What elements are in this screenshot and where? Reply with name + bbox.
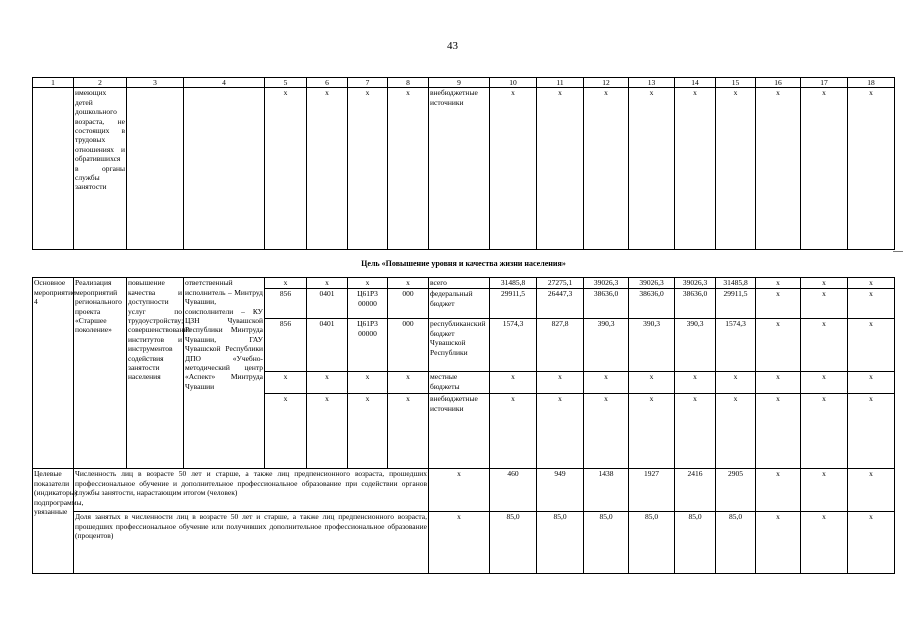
table-cell: x	[388, 372, 429, 394]
value-cell: 26447,3	[537, 289, 584, 319]
header-cell: 12	[584, 78, 629, 88]
table-cell: x	[537, 88, 584, 250]
value-cell: 390,3	[675, 319, 716, 372]
table-cell: x	[265, 88, 307, 250]
value-cell: 31485,8	[490, 278, 537, 289]
value-cell: 1438	[584, 469, 629, 512]
header-cell: 5	[265, 78, 307, 88]
table-cell: 856	[265, 319, 307, 372]
value-cell: x	[716, 372, 756, 394]
value-cell: x	[801, 319, 848, 372]
table-cell: x	[265, 278, 307, 289]
value-cell: x	[801, 278, 848, 289]
header-cell: 14	[675, 78, 716, 88]
table-cell: 0401	[307, 319, 348, 372]
table-cell: x	[348, 278, 388, 289]
value-cell: 27275,1	[537, 278, 584, 289]
value-cell: x	[756, 469, 801, 512]
table-cell	[184, 88, 265, 250]
value-cell: 827,8	[537, 319, 584, 372]
table-cell: x	[429, 512, 490, 574]
value-cell: 85,0	[629, 512, 675, 574]
table-cell: x	[388, 278, 429, 289]
event-purpose-cell: повышение качества и доступности услуг по трудоустройству; совершенствование институтов и инструментов содействия занятости населения	[127, 278, 184, 469]
table-cell: x	[307, 372, 348, 394]
indicator-text-cell: Доля занятых в численности лиц в возрасте 50 лет и старше, а также лиц предпенсионного возраста, прошедших профессиональное обучение или получивших дополнительное профессиональное образование (процентов)	[74, 512, 429, 574]
funding-source-cell: местные бюджеты	[429, 372, 490, 394]
value-cell: x	[629, 372, 675, 394]
header-cell: 7	[348, 78, 388, 88]
header-cell: 3	[127, 78, 184, 88]
funding-source-cell: федеральный бюджет	[429, 289, 490, 319]
value-cell: x	[801, 289, 848, 319]
table-cell: 000	[388, 319, 429, 372]
table-cell: x	[265, 394, 307, 469]
table-cell: 0401	[307, 289, 348, 319]
value-cell: 39026,3	[675, 278, 716, 289]
value-cell: x	[584, 372, 629, 394]
value-cell: x	[537, 394, 584, 469]
header-cell: 2	[74, 78, 127, 88]
table-cell: x	[756, 88, 801, 250]
value-cell: 1574,3	[716, 319, 756, 372]
header-cell: 15	[716, 78, 756, 88]
value-cell: x	[756, 319, 801, 372]
value-cell: x	[629, 394, 675, 469]
value-cell: 85,0	[490, 512, 537, 574]
header-cell: 8	[388, 78, 429, 88]
value-cell: 85,0	[537, 512, 584, 574]
event-name-cell: Реализация мероприятий регионального проекта «Старшее поколение»	[74, 278, 127, 469]
value-cell: x	[848, 372, 895, 394]
value-cell: x	[848, 289, 895, 319]
value-cell: x	[848, 512, 895, 574]
table-cell: x	[388, 88, 429, 250]
event-row-total	[33, 278, 895, 289]
value-cell: x	[801, 469, 848, 512]
value-cell: x	[675, 394, 716, 469]
value-cell: x	[584, 394, 629, 469]
table-cell: x	[388, 394, 429, 469]
header-cell: 4	[184, 78, 265, 88]
table-cell: x	[348, 372, 388, 394]
header-cell: 13	[629, 78, 675, 88]
table-cell	[127, 88, 184, 250]
value-cell: 85,0	[716, 512, 756, 574]
table-cell: x	[848, 88, 895, 250]
value-cell: 31485,8	[716, 278, 756, 289]
value-cell: x	[490, 372, 537, 394]
value-cell: x	[675, 372, 716, 394]
table-cell: x	[675, 88, 716, 250]
table-cell: 856	[265, 289, 307, 319]
event-executors-cell: ответственный исполнитель – Минтруд Чувашии, соисполнители – КУ ЦЗН Чувашской Республики Минтруда Чувашии, ГАУ Чувашской Республики ДПО «Учебно-методический центр «Аспект» Минтруда Чувашии	[184, 278, 265, 469]
value-cell: x	[848, 469, 895, 512]
funding-source-cell: всего	[429, 278, 490, 289]
event-type-cell: Основное мероприятие 4	[33, 278, 74, 469]
target-group-cell: имеющих детей дошкольного возраста, не состоящих в трудовых отношениях и обратившихся в органы службы занятости	[74, 88, 127, 250]
value-cell: x	[848, 319, 895, 372]
indicators-label-cell: Целевые показатели (индикаторы) подпрограммы, увязанные	[33, 469, 74, 574]
value-cell: 85,0	[584, 512, 629, 574]
table-cell: x	[265, 372, 307, 394]
value-cell: 38636,0	[675, 289, 716, 319]
value-cell: x	[756, 512, 801, 574]
table-cell: Ц61Р3 00000	[348, 319, 388, 372]
value-cell: 38636,0	[629, 289, 675, 319]
header-cell: 17	[801, 78, 848, 88]
value-cell: x	[756, 289, 801, 319]
table-cell: x	[348, 394, 388, 469]
value-cell: 460	[490, 469, 537, 512]
funding-source-cell: внебюджетные источники	[429, 88, 490, 250]
header-row	[33, 78, 895, 88]
indicator-row	[33, 469, 895, 512]
table-cell: x	[307, 88, 348, 250]
page-number: 43	[447, 40, 458, 52]
value-cell: 949	[537, 469, 584, 512]
value-cell: 39026,3	[584, 278, 629, 289]
table-cell: x	[629, 88, 675, 250]
table-cell: x	[307, 394, 348, 469]
header-cell: 10	[490, 78, 537, 88]
value-cell: x	[716, 394, 756, 469]
funding-source-cell: внебюджетные источники	[429, 394, 490, 469]
value-cell: 1927	[629, 469, 675, 512]
header-cell: 18	[848, 78, 895, 88]
value-cell: x	[490, 394, 537, 469]
value-cell: x	[801, 512, 848, 574]
budget-table	[32, 77, 895, 574]
continuation-row	[33, 88, 895, 250]
value-cell: x	[537, 372, 584, 394]
value-cell: 39026,3	[629, 278, 675, 289]
header-cell: 16	[756, 78, 801, 88]
value-cell: 390,3	[584, 319, 629, 372]
header-cell: 6	[307, 78, 348, 88]
indicator-row	[33, 512, 895, 574]
value-cell: x	[801, 372, 848, 394]
value-cell: x	[756, 394, 801, 469]
header-cell: 9	[429, 78, 490, 88]
header-cell: 1	[33, 78, 74, 88]
table-cell: x	[307, 278, 348, 289]
value-cell: x	[848, 278, 895, 289]
table-cell: x	[716, 88, 756, 250]
value-cell: 38636,0	[584, 289, 629, 319]
funding-source-cell: республиканский бюджет Чувашской Республики	[429, 319, 490, 372]
goal-heading: Цель «Повышение уровня и качества жизни населения»	[33, 250, 895, 278]
value-cell: 1574,3	[490, 319, 537, 372]
table-cell: x	[490, 88, 537, 250]
table-cell: x	[584, 88, 629, 250]
value-cell: 2905	[716, 469, 756, 512]
indicator-text-cell: Численность лиц в возрасте 50 лет и старше, а также лиц предпенсионного возраста, прошедших профессиональное обучение и дополнительное профессиональное образование при содействии органов службы занятости, нарастающим итогом (человек)	[74, 469, 429, 512]
value-cell: x	[756, 372, 801, 394]
value-cell: 2416	[675, 469, 716, 512]
value-cell: 390,3	[629, 319, 675, 372]
table-cell: 000	[388, 289, 429, 319]
value-cell: 85,0	[675, 512, 716, 574]
value-cell: 29911,5	[716, 289, 756, 319]
header-cell: 11	[537, 78, 584, 88]
table-cell: Ц61Р3 00000	[348, 289, 388, 319]
table-cell: x	[429, 469, 490, 512]
value-cell: x	[801, 394, 848, 469]
table-cell: x	[348, 88, 388, 250]
goal-row	[33, 250, 895, 278]
value-cell: x	[848, 394, 895, 469]
table-cell	[33, 88, 74, 250]
value-cell: x	[756, 278, 801, 289]
value-cell: 29911,5	[490, 289, 537, 319]
table-cell: x	[801, 88, 848, 250]
